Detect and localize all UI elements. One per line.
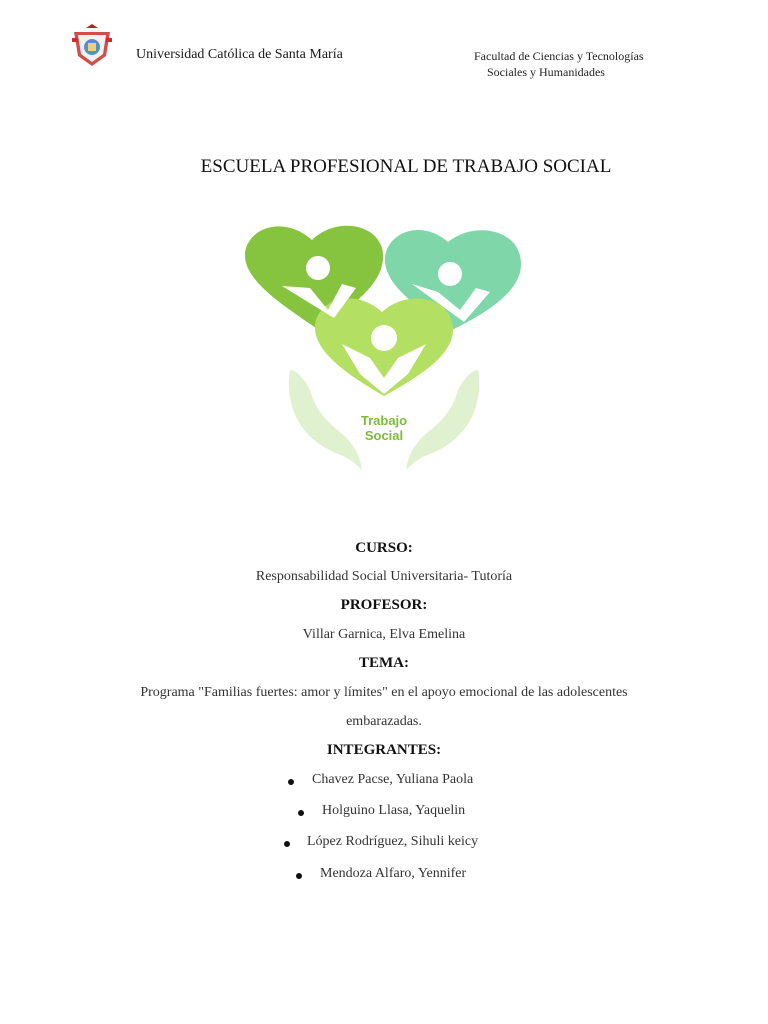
school-title: ESCUELA PROFESIONAL DE TRABAJO SOCIAL xyxy=(200,156,612,177)
bullet-icon xyxy=(298,810,304,816)
hearts-hands-logo xyxy=(238,218,530,474)
bullet-icon xyxy=(296,873,302,879)
list-item xyxy=(0,834,768,854)
member-name: Holguino Llasa, Yaquelin xyxy=(322,803,466,818)
university-seal-icon xyxy=(68,22,116,70)
tema-value-line-2: embarazadas. xyxy=(346,714,422,729)
logo-text-line-1: Trabajo xyxy=(360,413,408,428)
integrantes-label: INTEGRANTES: xyxy=(326,742,442,758)
faculty-line-1: Facultad de Ciencias y Tecnologías xyxy=(474,49,644,63)
profesor-label: PROFESOR: xyxy=(340,597,428,613)
curso-value: Responsabilidad Social Universitaria- Tutoría xyxy=(255,569,513,584)
faculty-line-2: Sociales y Humanidades xyxy=(487,65,605,79)
member-name: Mendoza Alfaro, Yennifer xyxy=(320,866,467,881)
university-name: Universidad Católica de Santa María xyxy=(136,47,343,62)
member-name: López Rodríguez, Sihuli keicy xyxy=(307,834,479,849)
bullet-icon xyxy=(284,841,290,847)
list-item xyxy=(0,772,768,792)
curso-label: CURSO: xyxy=(355,540,413,556)
logo-text-line-2: Social xyxy=(364,428,404,443)
bullet-icon xyxy=(288,779,294,785)
list-item xyxy=(0,803,768,823)
profesor-value: Villar Garnica, Elva Emelina xyxy=(302,627,466,642)
member-name: Chavez Pacse, Yuliana Paola xyxy=(312,772,474,787)
tema-value-line-1: Programa "Familias fuertes: amor y límites" en el apoyo emocional de las adolescentes xyxy=(140,685,628,700)
list-item xyxy=(0,866,768,886)
tema-label: TEMA: xyxy=(359,655,409,671)
